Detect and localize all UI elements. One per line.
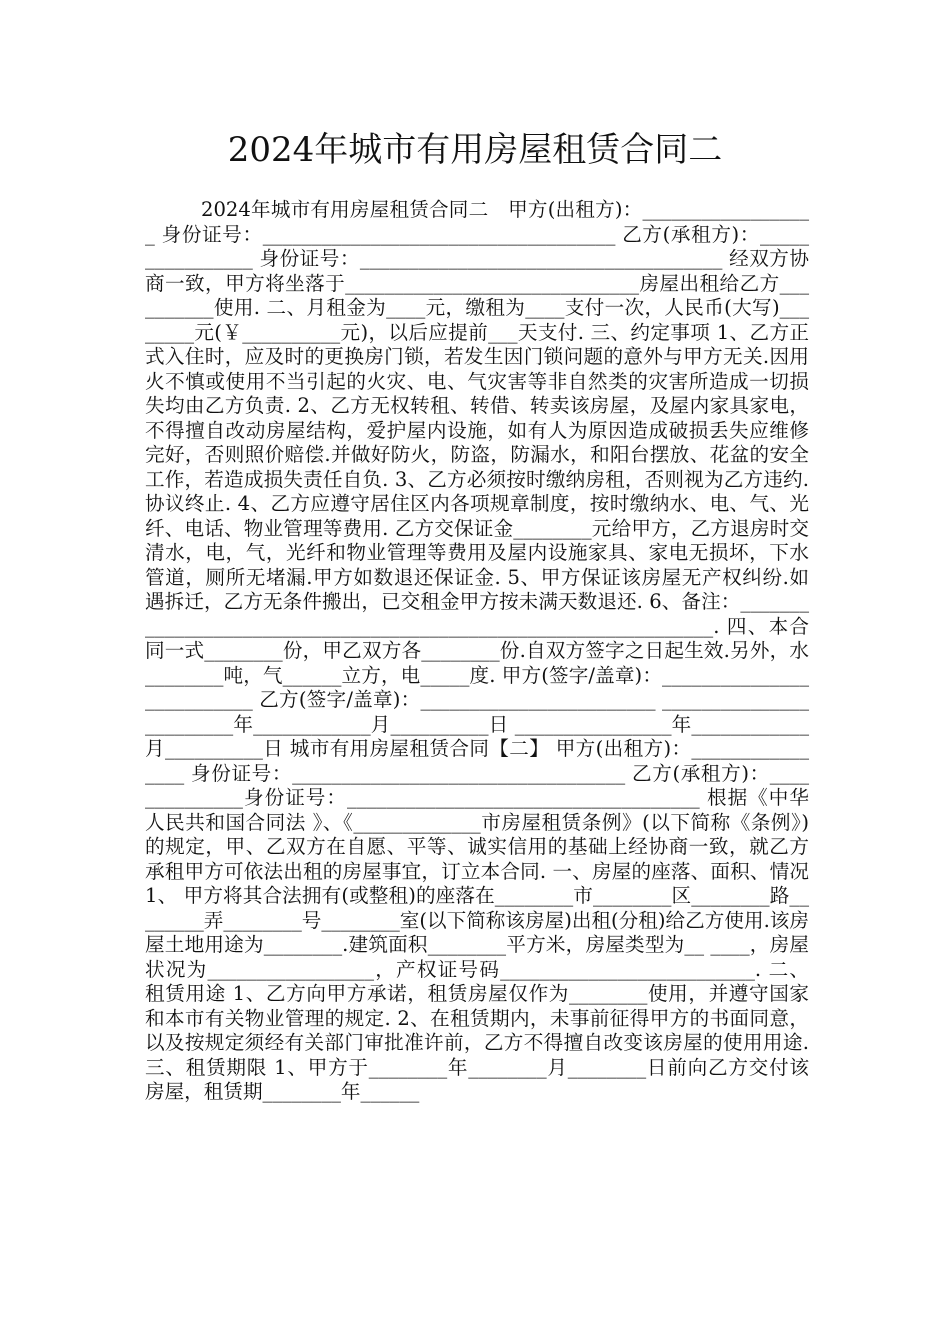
body-paragraph: 2024年城市有用房屋租赁合同二 甲方(出租方)：__________________ 身份证号：____________________________________ 乙方(承租方)：________________ 身份证号：_____________________________________ 经双方协商一致，甲方将坐落于______________________________房屋出租给乙方__________使用. 二、月租金为____元，缴租为____支付一次，人民币(大写)________元(￥__________元)，以后应提前___天支付. 三、约定事项 1、乙方正式入住时，应及时的更换房门锁，若发生因门锁问题的意外与甲方无关.因用火不慎或使用不当引起的火灾、电、气灾害等非自然类的灾害所造成一切损失均由乙方负责. 2、乙方无权转租、转借、转卖该房屋，及屋内家具家电，不得擅自改动房屋结构，爱护屋内设施，如有人为原因造成破损丢失应维修完好，否则照价赔偿.并做好防火，防盗，防漏水，和阳台摆放、花盆的安全工作，若造成损失责任自负. 3、乙方必须按时缴纳房租，否则视为乙方违约.协议终止. 4、乙方应遵守居住区内各项规章制度，按时缴纳水、电、气、光纤、电话、物业管理等费用. 乙方交保证金________元给甲方，乙方退房时交清水，电，气，光纤和物业管理等费用及屋内设施家具、家电无损坏，下水管道，厕所无堵漏.甲方如数退还保证金. 5、甲方保证该房屋无产权纠纷.如遇拆迁，乙方无条件搬出，已交租金甲方按未满天数退还. 6、备注：_________________________________________________________________. 四、本合同一式________份，甲乙双方各________份.自双方签字之日起生效.另外，水________吨，气______立方，电_____度. 甲方(签字/盖章)：__________________________ 乙方(签字/盖章)：________________________ ________________________年____________月__________日 ________________年____________月__________日 城市有用房屋租赁合同【二】 甲方(出租方)：________________ 身份证号：__________________________________ 乙方(承租方)：______________身份证号：____________________________________ 根据《中华人民共和国合同法 》、《_____________市房屋租赁条例》(以下简称《条例》)的规定，甲、乙双方在自愿、平等、诚实信用的基础上经协商一致，就乙方承租甲方可依法出租的房屋事宜，订立本合同. 一、房屋的座落、面积、情况 1、 甲方将其合法拥有(或整租)的座落在________市________区________路________弄________号________室(以下简称该房屋)出租(分租)给乙方使用.该房屋土地用途为________.建筑面积________平方米，房屋类型为__ ____，房屋状况为_________________，产权证号码__________________________. 二、租赁用途 1、乙方向甲方承诺，租赁房屋仅作为________使用，并遵守国家和本市有关物业管理的规定. 2、在租赁期内，未事前征得甲方的书面同意，以及按规定须经有关部门审批准许前，乙方不得擅自改变该房屋的使用用途. 三、租赁期限 1、甲方于________年________月________日前向乙方交付该房屋，租赁期________年______ <box>145 198 809 1103</box>
document-title: 2024年城市有用房屋租赁合同二 <box>227 130 723 170</box>
document-body <box>145 198 809 1105</box>
